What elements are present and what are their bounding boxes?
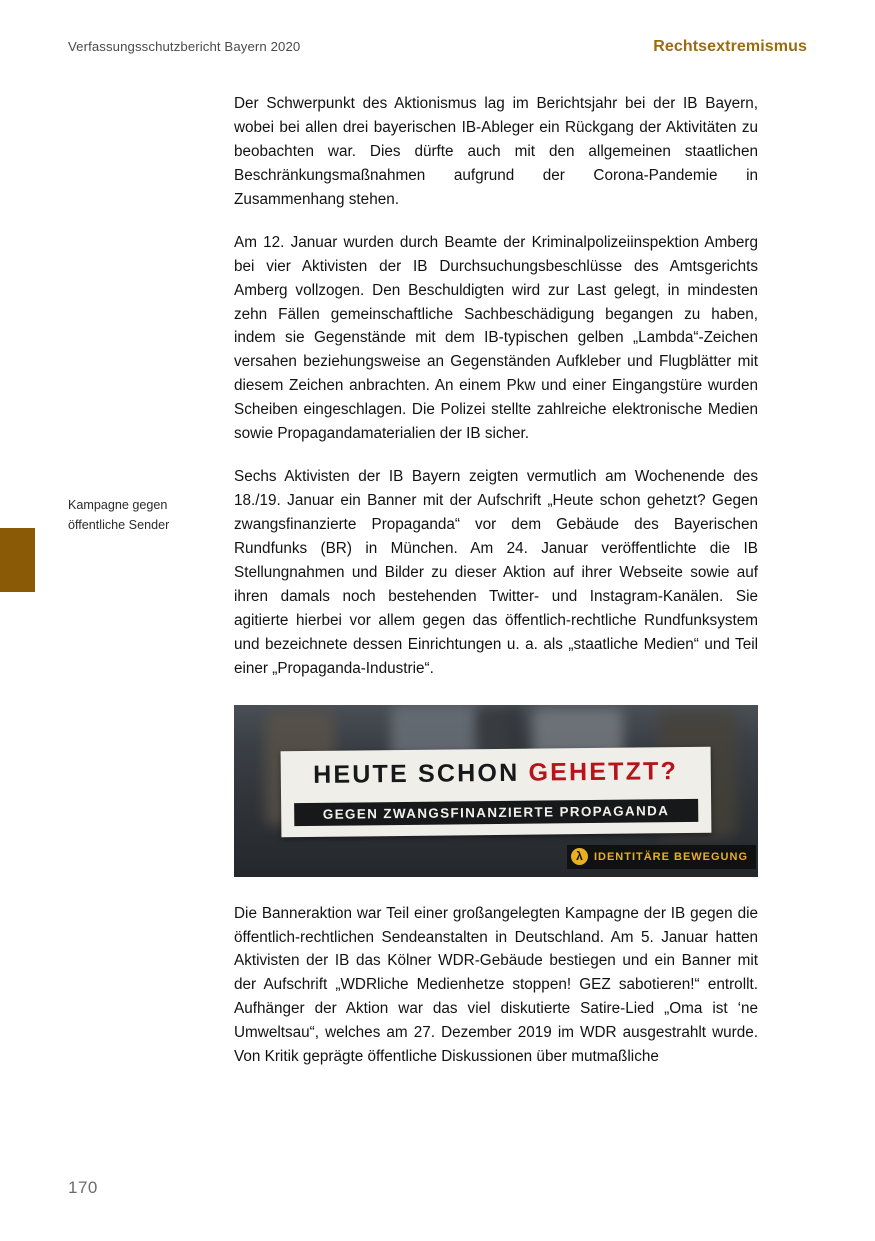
protest-banner [281,747,712,837]
marginal-note-line-2: öffentliche Sender [68,518,170,533]
paragraph-2: Am 12. Januar wurden durch Beamte der Kriminalpolizeiinspektion Amberg bei vier Aktivisten der IB Durchsuchungsbeschlüsse des Amtsgerichts Amberg vollzogen. Den Beschuldigten wird zur Last gelegt, in mindesten zehn Fällen gemeinschaftliche Sachbeschädigung begangen zu haben, indem sie Gegenstände mit dem IB-typischen gelben „Lambda“-Zeichen versahen beziehungsweise an Gegenständen Aufkleber und Flugblätter mit diesem Zeichen anbrachten. An einem Pkw und einer Eingangstüre wurden Scheiben eingeschlagen. Die Polizei stellte zahlreiche elektronische Medien sowie Propagandamaterialien der IB sicher. [234,233,758,443]
banner-headline [281,757,711,790]
main-text-column [234,92,758,1069]
header-section-title: Rechtsextremismus [653,38,807,55]
photo-figure [234,705,758,877]
lambda-icon: λ [571,848,588,865]
banner-subtext: GEGEN ZWANGSFINANZIERTE PROPAGANDA [322,803,670,823]
organisation-logo-text: IDENTITÄRE BEWEGUNG [593,850,748,863]
marginal-note [68,495,218,536]
section-edge-tab [0,528,35,592]
marginal-note-line-1: Kampagne gegen [68,498,168,512]
page-number: 170 [68,1178,98,1197]
photo-background [234,705,758,877]
header-report-title: Verfassungsschutzbericht Bayern 2020 [68,39,301,54]
paragraph-4: Die Banneraktion war Teil einer großangelegten Kampagne der IB gegen die öffentlich-rechtlichen Sendeanstalten in Deutschland. Am 5. Januar hatten Aktivisten der IB das Kölner WDR-Gebäude bestiegen und ein Banner mit der Aufschrift „WDRliche Medienhetze stoppen! GEZ sabotieren!“ entrollt. Aufhänger der Aktion war das viel diskutierte Satire-Lied „Oma ist ‘ne Umweltsau“, welches am 27. Dezember 2019 im WDR ausgestrahlt wurde. Von Kritik geprägte öffentliche Diskussionen über mutmaßliche [234,904,758,1066]
banner-headline-part-1: HEUTE SCHON [313,759,529,790]
paragraph-1: Der Schwerpunkt des Aktionismus lag im Berichtsjahr bei der IB Bayern, wobei bei allen drei bayerischen IB-Ableger ein Rückgang der Aktivitäten zu beobachten war. Dies dürfte auch mit den allgemeinen staatlichen Beschränkungsmaßnahmen aufgrund der Corona-Pandemie in Zusammenhang stehen. [234,95,758,208]
paragraph-3: Sechs Aktivisten der IB Bayern zeigten vermutlich am Wochenende des 18./19. Januar ein Banner mit der Aufschrift „Heute schon gehetzt? Gegen zwangsfinanzierte Propaganda“ vor dem Gebäude des Bayerischen Rundfunks (BR) in München. Am 24. Januar veröffentlichte die IB Stellungnahmen und Bilder zu dieser Aktion auf ihrer Webseite sowie auf ihren damals noch bestehenden Twitter- und Instagram-Kanälen. Sie agitierte hierbei vor allem gegen das öffentlich-rechtliche Rundfunksystem und bezeichnete dessen Einrichtungen u. a. als „staatliche Medien“ und Teil einer „Propaganda-Industrie“. [234,468,758,677]
banner-headline-part-2: GEHETZT? [528,757,679,788]
banner-subtext-strip [294,800,698,827]
organisation-logo-badge [567,845,756,869]
page-header [68,38,807,60]
